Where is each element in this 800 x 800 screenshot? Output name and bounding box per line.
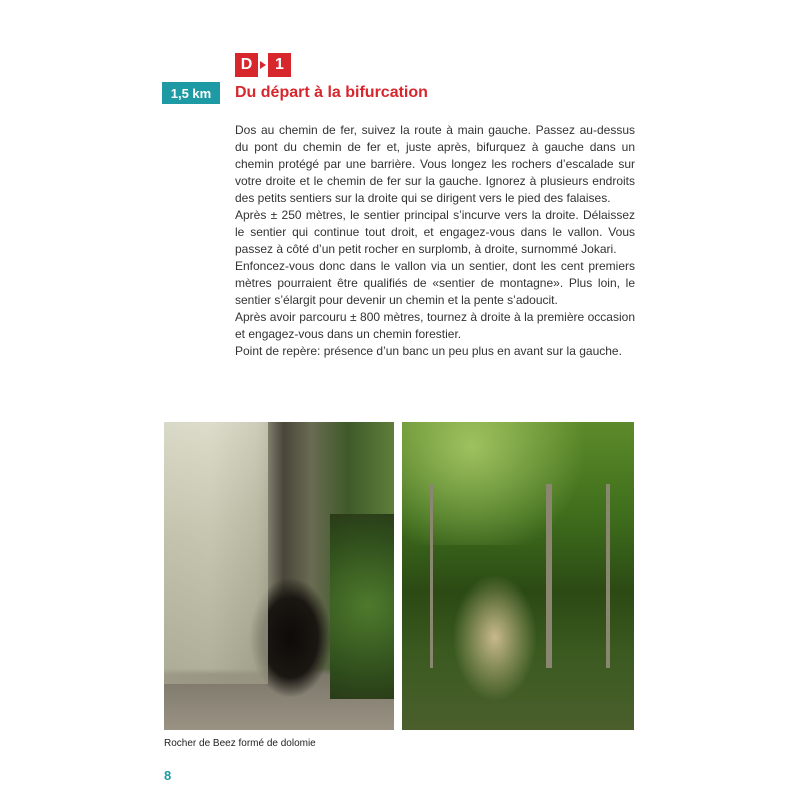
step-badge [235,53,291,77]
paragraph: Après avoir parcouru ± 800 mètres, tournez à droite à la première occasion et engagez-vous dans un chemin forestier. [235,310,635,341]
photo-sunlight [402,422,634,545]
body-text [235,122,635,360]
step-number: 1 [268,53,291,77]
arrow-right-icon [260,61,266,69]
section-title: Du départ à la bifurcation [235,84,428,101]
photo-foliage [330,514,394,699]
photo-caption: Rocher de Beez formé de dolomie [164,738,316,749]
page-number: 8 [164,768,172,783]
photo-forest-path [402,422,634,730]
paragraph: Point de repère: présence d’un banc un peu plus en avant sur la gauche. [235,344,622,358]
distance-badge: 1,5 km [162,82,220,104]
photo-tree-trunk [606,484,610,669]
step-letter: D [235,53,258,77]
photo-tree-trunk [430,484,433,669]
photo-tree-trunk [546,484,552,669]
paragraph: Enfoncez-vous donc dans le vallon via un sentier, dont les cent premiers mètres pourraient être qualifiés de «sentier de montagne». Plus loin, le sentier s’élargit pour devenir un chemin et la pente s’adoucit. [235,259,635,307]
paragraph: Après ± 250 mètres, le sentier principal s’incurve vers la droite. Délaissez le sentier qui continue tout droit, et engagez-vous dans le vallon. Vous passez à côté d’un petit rocher en surplomb, à droite, surnommé Jokari. [235,208,635,256]
photo-rock-face [164,422,268,684]
paragraph: Dos au chemin de fer, suivez la route à main gauche. Passez au-dessus du pont du chemin de fer et, juste après, bifurquez à gauche dans un chemin protégé par une barrière. Vous longez les rochers d’escalade sur votre droite et le chemin de fer sur la gauche. Ignorez à plusieurs endroits des petits sentiers sur la droite qui se dirigent vers le pied des falaises. [235,123,635,205]
photo-rock-cave [164,422,394,730]
